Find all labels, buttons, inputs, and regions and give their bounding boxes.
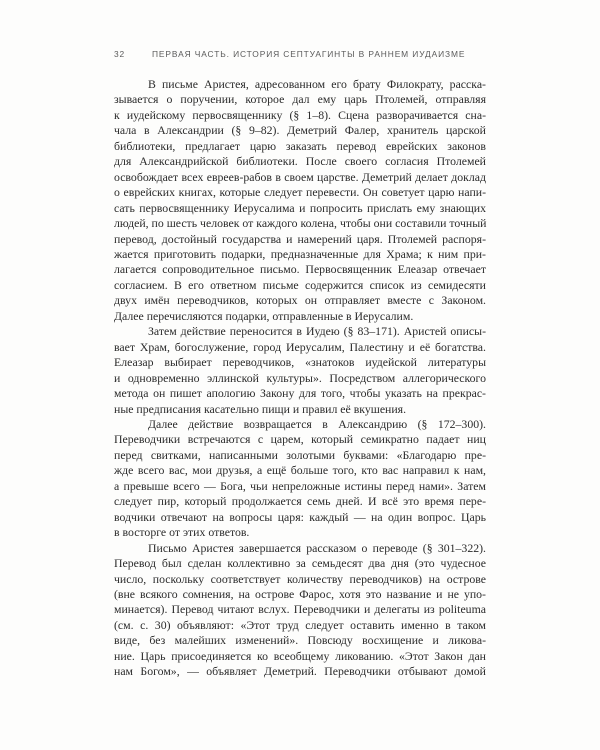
paragraph-judea [114, 324, 486, 417]
text-line: людей, по шесть человек от каждого колена, чтобы они составили точный [114, 216, 487, 231]
text-line: зывается о поручении, которое дал ему царь Птолемей, отправляя [114, 92, 486, 107]
text-line: (см. с. 30) объявляют: «Этот труд следует оставить именно в таком [114, 617, 486, 632]
text-line: Затем действие переносится в Иудею (§ 83–171). Аристей описы- [148, 324, 486, 339]
text-line: число, поскольку соответствует количеству переводчиков) на острове [114, 571, 486, 586]
text-line: жде всего вас, мои друзья, а ещё больше того, кто вас направил к нам, [114, 463, 486, 478]
text-line: минается). Перевод читают вслух. Переводчики и делегаты из politeuma [114, 602, 486, 617]
text-line: водчики отвечают на вопросы царя: каждый — на один вопрос. Царь [114, 509, 486, 524]
text-line: о еврейских книгах, которые следует перевести. Он советует царю напи- [114, 185, 486, 200]
paragraph-aristeas-letter [114, 77, 486, 324]
text-line: согласием. В его ответном письме содержится список из семидесяти [114, 277, 486, 292]
text-line: ние. Царь присоединяется ко всеобщему ликованию. «Этот Закон дан [114, 648, 486, 663]
text-line: метода он пишет апологию Закону для того, чтобы указать на прекрас- [114, 386, 486, 401]
text-line: перед свитками, написанными золотыми буквами: «Благодарю пре- [114, 447, 486, 462]
running-title: ПЕРВАЯ ЧАСТЬ. ИСТОРИЯ СЕПТУАГИНТЫ В РАННЕМ ИУДАИЗМЕ [152, 49, 466, 59]
text-line: нам Богом», — объявляет Деметрий. Переводчики отбывают домой [114, 664, 486, 679]
running-header [114, 49, 484, 63]
text-line: Далее действие возвращается в Александрию (§ 172–300). [148, 416, 486, 431]
paragraph-translation-account [114, 541, 486, 680]
text-line: освобождает всех евреев-рабов в своем царстве. Деметрий делает доклад [114, 169, 486, 184]
text-line: виде, без малейших изменений». Повсюду восхищение и ликова- [114, 633, 486, 648]
text-line: В письме Аристея, адресованном его брату Филократу, расска- [148, 77, 486, 91]
text-line: жается приготовить подарки, предназначенные для Храма; к ним при- [114, 246, 486, 261]
main-text [114, 77, 486, 680]
text-line: для Александрийской библиотеки. После своего согласия Птолемей [114, 154, 486, 169]
text-line: (вне всякого сомнения, на острове Фарос, хотя это название и не упо- [114, 586, 486, 601]
paragraph-alexandria-return [114, 417, 486, 541]
text-line: следует пир, который продолжается семь дней. И всё это время пере- [114, 494, 486, 509]
text-line: а превыше всего — Бога, чьи непреложные истины перед нами». Затем [114, 478, 486, 493]
text-line: ные предписания касательно пищи и правил её вкушения. [114, 401, 407, 416]
text-line: Далее перечисляются подарки, отправленные в Иерусалим. [114, 308, 414, 323]
text-line: перевод, достойный государства и намерений царя. Птолемей распоря- [114, 231, 486, 246]
text-line: библиотеки, предлагает царю заказать перевод еврейских законов [114, 138, 486, 153]
text-line: лагается сопроводительное письмо. Первосвященник Елеазар отвечает [114, 262, 486, 277]
text-line: двух имён переводчиков, которых он отправляет вместе с Законом. [114, 293, 486, 308]
text-line: к иудейскому первосвященнику (§ 1–8). Сцена разворачивается сна- [114, 107, 486, 122]
text-line: Перевод был сделан коллективно за семьдесят два дня (это чудесное [114, 556, 486, 571]
text-line: чала в Александрии (§ 9–82). Деметрий Фалер, хранитель царской [114, 123, 486, 138]
text-line: Переводчики встречаются с царем, который семикратно падает ниц [114, 432, 486, 447]
text-line: в восторге от этих ответов. [114, 525, 250, 540]
page-number: 32 [114, 49, 126, 59]
text-line: вает Храм, богослужение, город Иерусалим, Палестину и её богатства. [114, 339, 486, 354]
text-line: Письмо Аристея завершается рассказом о переводе (§ 301–322). [148, 540, 486, 555]
text-line: сать первосвященнику Иерусалима и попросить прислать ему знающих [114, 200, 486, 215]
text-line: и одновременно эллинской культуры». Посредством аллегорического [114, 370, 486, 385]
text-line: Елеазар выбирает переводчиков, «знатоков иудейской литературы [114, 355, 486, 370]
